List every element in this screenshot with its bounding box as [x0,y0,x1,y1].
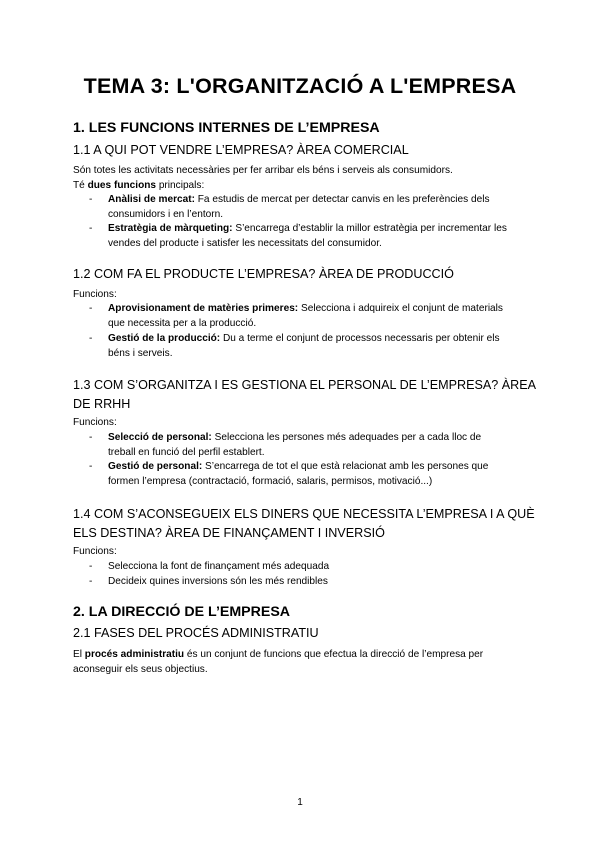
subsection-2-1-heading: 2.1 FASES DEL PROCÉS ADMINISTRATIU [73,626,319,640]
bullet-dash: - [89,561,93,572]
subsection-1-2-heading: 1.2 COM FA EL PRODUCTE L’EMPRESA? ÀREA DE PRODUCCIÓ [73,267,454,281]
paragraph-pre: El [73,649,85,660]
document-title: TEMA 3: L'ORGANITZACIÓ A L'EMPRESA [83,74,517,98]
item-bold: Estratègia de màrqueting: [108,223,233,234]
bullet-dash: - [89,223,93,234]
subsection-1-3-heading: 1.3 COM S’ORGANITZA I ES GESTIONA EL PERSONAL DE L’EMPRESA? ÀREA DE RRHH [73,378,536,411]
list-item [89,193,510,222]
bullet-dash: - [89,576,93,587]
item-text: Du a terme el conjunt de processos necessaris per obtenir els béns i serveis. [108,333,500,359]
subsection-1-3-intro: Funcions: [73,417,117,428]
list-item [89,460,510,489]
list-item [89,302,510,331]
item-text: Fa estudis de mercat per detectar canvis en les preferències dels consumidors i en l’entorn. [108,194,490,220]
item-text: Selecciona la font de finançament més adequada [108,561,330,572]
bullet-dash: - [89,194,93,205]
intro-line-2-bold: dues funcions [87,179,157,191]
bullet-dash: - [89,303,93,314]
item-text: Selecciona i adquireix el conjunt de materials que necessita per a la producció. [108,303,503,329]
subsection-2-1-paragraph [73,648,533,677]
subsection-1-4-heading: 1.4 COM S’ACONSEGUEIX ELS DINERS QUE NECESSITA L’EMPRESA I A QUÈ ELS DESTINA? ÀREA DE FINANÇAMENT I INVERSIÓ [73,507,535,540]
list-item [89,222,510,251]
item-text: S’encarrega d’establir la millor estratègia per incrementar les vendes del producte i satisfer les necessitats del consumidor. [108,223,507,249]
paragraph-bold: procés administratiu [84,649,185,660]
subsection-1-2-intro: Funcions: [73,289,117,300]
intro-line-2-post: principals: [156,179,205,191]
page-number: 1 [297,797,303,808]
item-bold: Anàlisi de mercat: [108,194,195,205]
item-bold: Gestió de la producció: [108,333,221,344]
item-bold: Aprovisionament de matèries primeres: [108,303,299,314]
item-bold: Selecció de personal: [108,432,212,443]
section-1-heading: 1. LES FUNCIONS INTERNES DE L’EMPRESA [73,120,380,136]
item-text: S’encarrega de tot el que està relacionat amb les persones que formen l’empresa (contractació, formació, salaris, permisos, motivació...) [108,461,489,487]
list-item [89,431,510,460]
section-2-heading: 2. LA DIRECCIÓ DE L’EMPRESA [73,604,291,620]
bullet-dash: - [89,333,93,344]
list-item [89,332,510,361]
bullet-dash: - [89,432,93,443]
item-text: Selecciona les persones més adequades per a cada lloc de treball en funció del perfil establert. [108,432,482,458]
bullet-dash: - [89,461,93,472]
paragraph-post: és un conjunt de funcions que efectua la direcció de l’empresa per aconseguir els seus objectius. [73,649,484,675]
list-item [89,575,510,590]
subsection-1-1-heading: 1.1 A QUI POT VENDRE L’EMPRESA? ÀREA COMERCIAL [73,143,409,157]
intro-line-1: Són totes les activitats necessàries per fer arribar els béns i serveis als consumidors. [73,165,453,176]
subsection-1-4-intro: Funcions: [73,546,117,557]
item-text: Decideix quines inversions són les més rendibles [108,576,328,587]
subsection-1-1-intro [73,164,533,193]
intro-line-2-pre: Té [73,179,88,191]
list-item [89,560,510,575]
item-bold: Gestió de personal: [108,461,203,472]
